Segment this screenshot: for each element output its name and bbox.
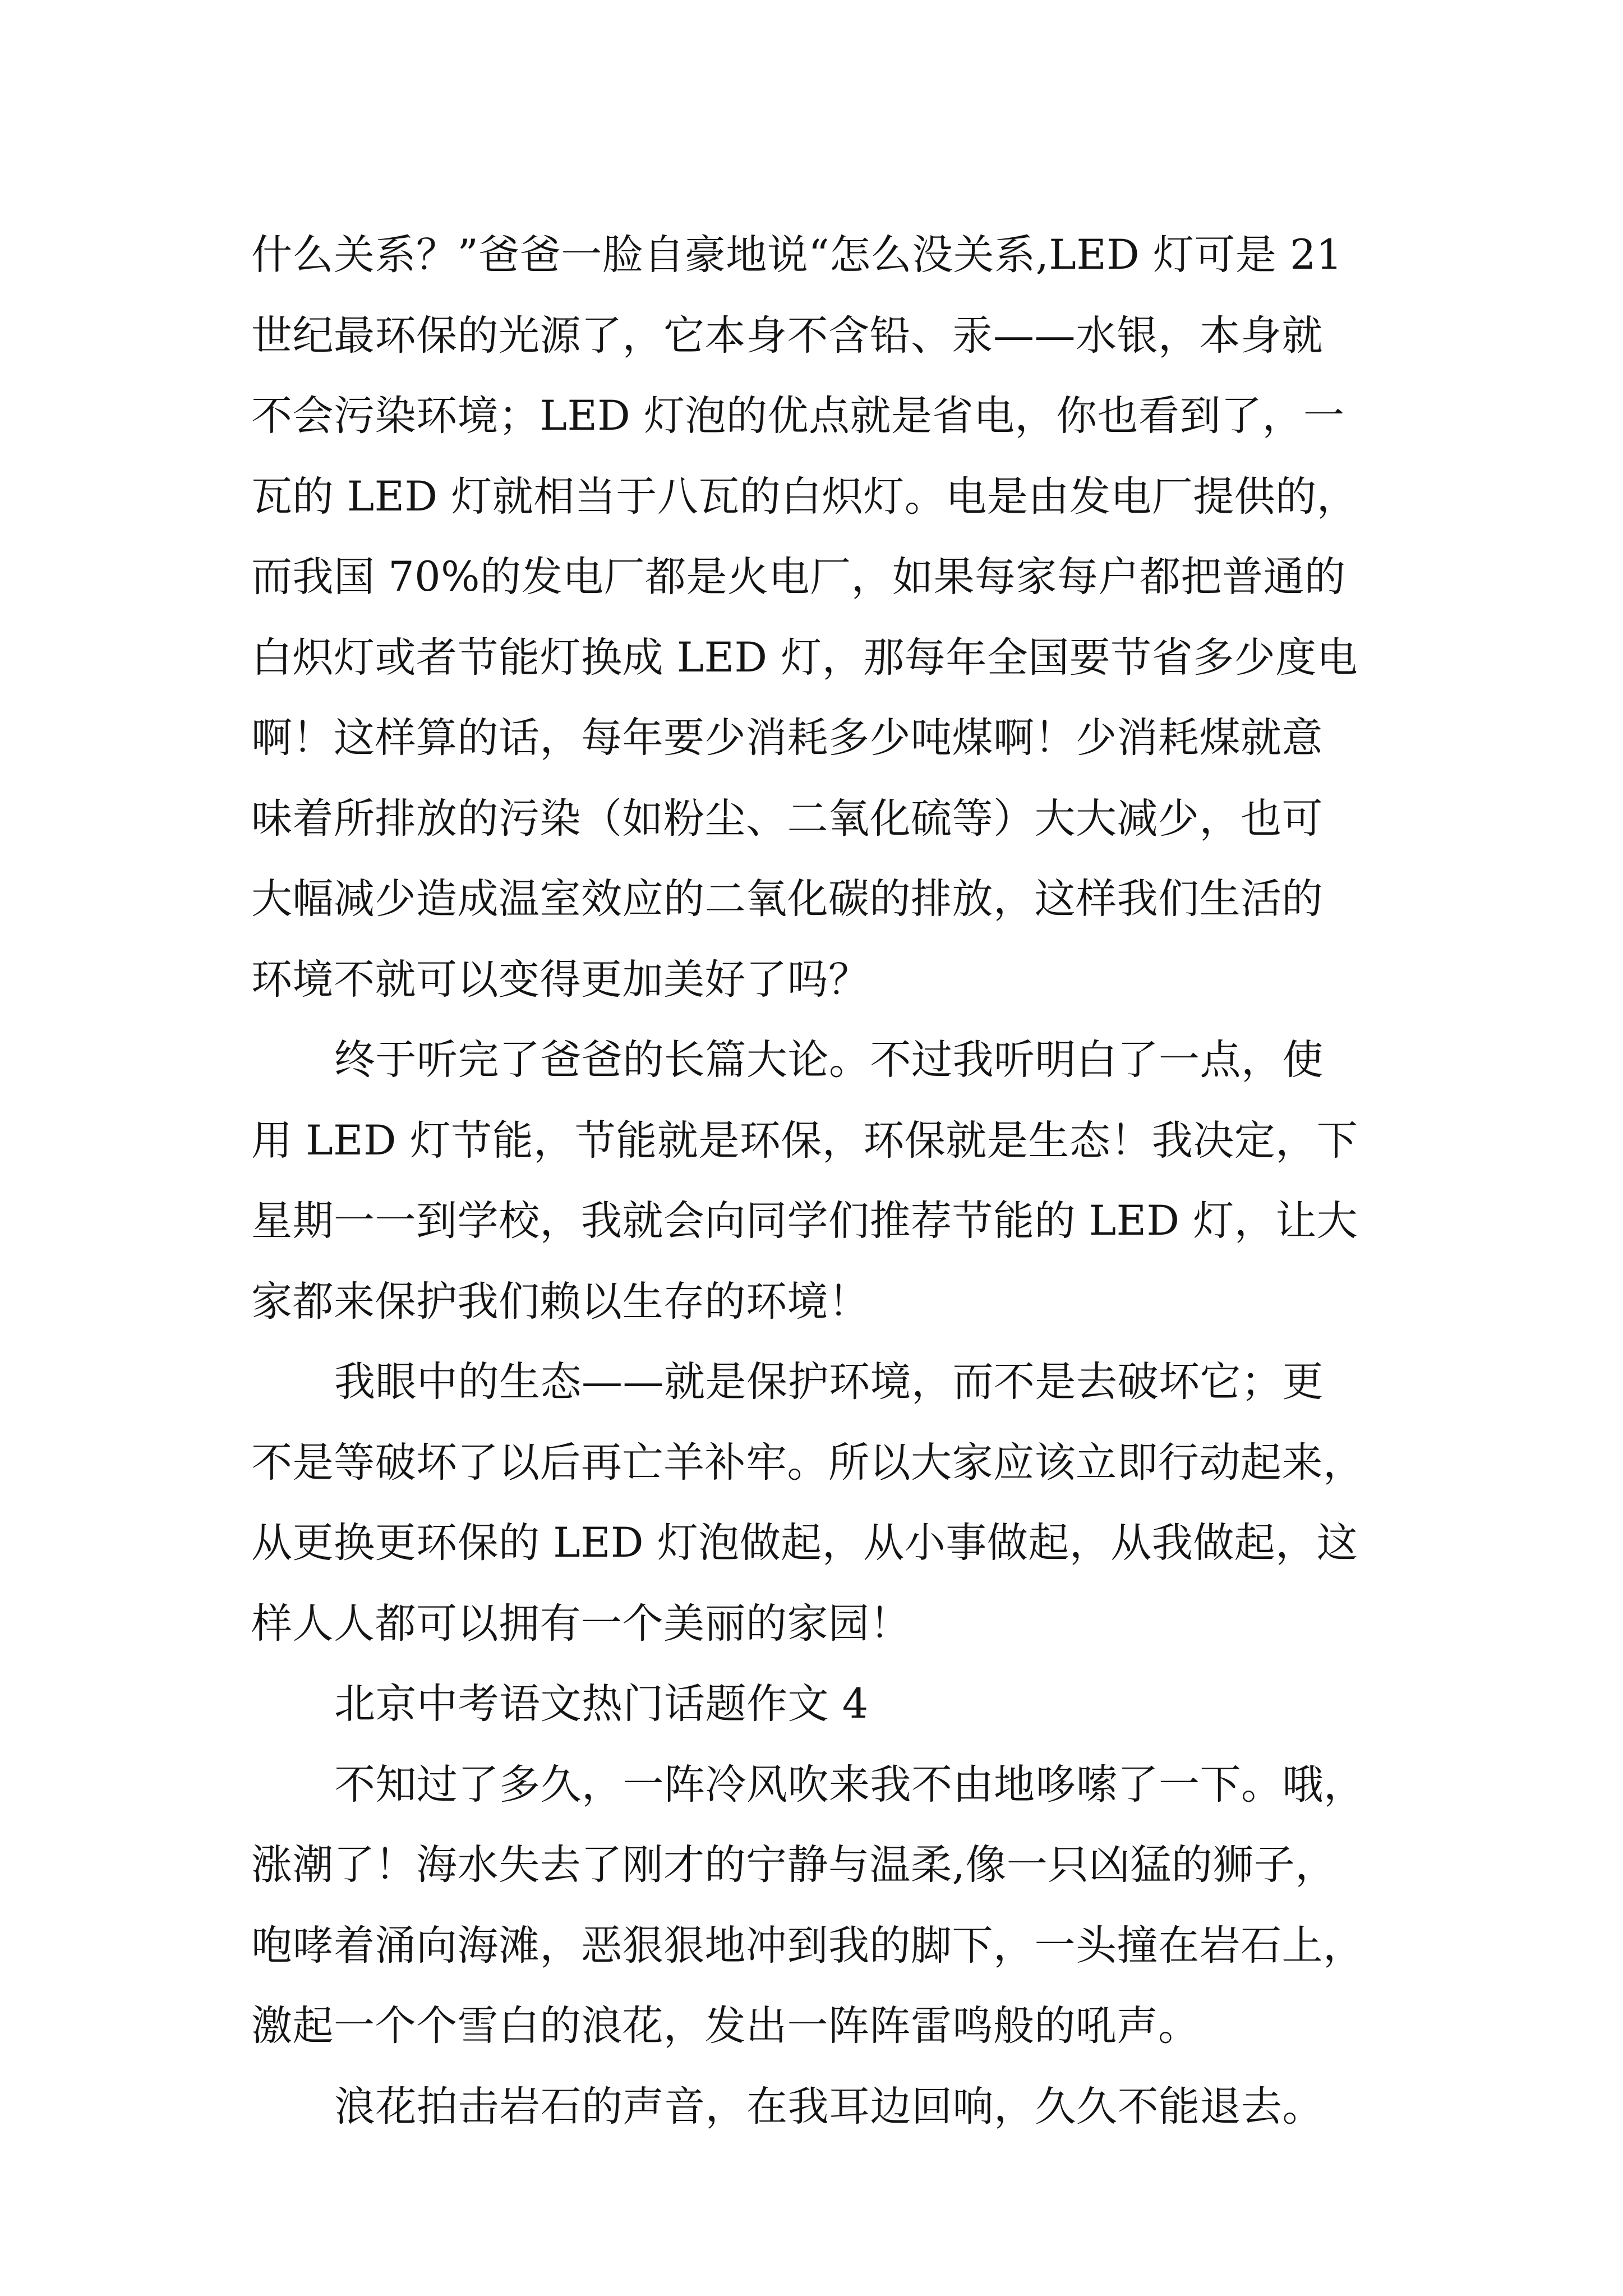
text-line: 大幅减少造成温室效应的二氧化碳的排放，这样我们生活的 bbox=[251, 875, 1323, 923]
text-line: 什么关系？”爸爸一脸自豪地说“怎么没关系,LED 灯可是 21 bbox=[251, 231, 1343, 279]
section-heading: 北京中考语文热门话题作文 4 bbox=[334, 1680, 869, 1728]
paragraph-first-line: 不知过了多久，一阵冷风吹来我不由地哆嗦了一下。哦， bbox=[334, 1760, 1365, 1809]
text-line: 环境不就可以变得更加美好了吗？ bbox=[251, 955, 870, 1004]
paragraph-first-line: 我眼中的生态——就是保护环境，而不是去破坏它；更 bbox=[334, 1358, 1324, 1406]
text-line: 而我国 70%的发电厂都是火电厂，如果每家每户都把普通的 bbox=[251, 553, 1346, 601]
text-line: 用 LED 灯节能，节能就是环保，环保就是生态！我决定，下 bbox=[251, 1116, 1358, 1165]
text-line: 激起一个个雪白的浪花，发出一阵阵雷鸣般的吼声。 bbox=[251, 2002, 1200, 2050]
paragraph-first-line: 浪花拍击岩石的声音，在我耳边回响，久久不能退去。 bbox=[334, 2082, 1324, 2131]
text-line: 星期一一到学校，我就会向同学们推荐节能的 LED 灯，让大 bbox=[251, 1197, 1358, 1245]
paragraph-first-line: 终于听完了爸爸的长篇大论。不过我听明白了一点，使 bbox=[334, 1036, 1324, 1084]
text-line: 世纪最环保的光源了，它本身不含铅、汞——水银，本身就 bbox=[251, 311, 1323, 360]
text-line: 瓦的 LED 灯就相当于八瓦的白炽灯。电是由发电厂提供的， bbox=[251, 472, 1358, 521]
text-line: 咆哮着涌向海滩，恶狠狠地冲到我的脚下，一头撞在岩石上， bbox=[251, 1921, 1364, 1970]
text-line: 样人人都可以拥有一个美丽的家园！ bbox=[251, 1599, 911, 1648]
text-line: 从更换更环保的 LED 灯泡做起，从小事做起，从我做起，这 bbox=[251, 1519, 1358, 1567]
text-line: 啊！这样算的话，每年要少消耗多少吨煤啊！少消耗煤就意 bbox=[251, 714, 1323, 762]
text-line: 涨潮了！海水失去了刚才的宁静与温柔,像一只凶猛的狮子， bbox=[251, 1841, 1336, 1889]
text-line: 不是等破坏了以后再亡羊补牢。所以大家应该立即行动起来， bbox=[251, 1438, 1364, 1487]
text-line: 家都来保护我们赖以生存的环境！ bbox=[251, 1277, 870, 1326]
text-line: 不会污染环境；LED 灯泡的优点就是省电，你也看到了，一 bbox=[251, 392, 1345, 440]
text-line: 白炽灯或者节能灯换成 LED 灯，那每年全国要节省多少度电 bbox=[251, 633, 1358, 682]
document-body bbox=[251, 215, 1384, 2147]
text-line: 味着所排放的污染（如粉尘、二氧化硫等）大大减少，也可 bbox=[251, 794, 1323, 843]
